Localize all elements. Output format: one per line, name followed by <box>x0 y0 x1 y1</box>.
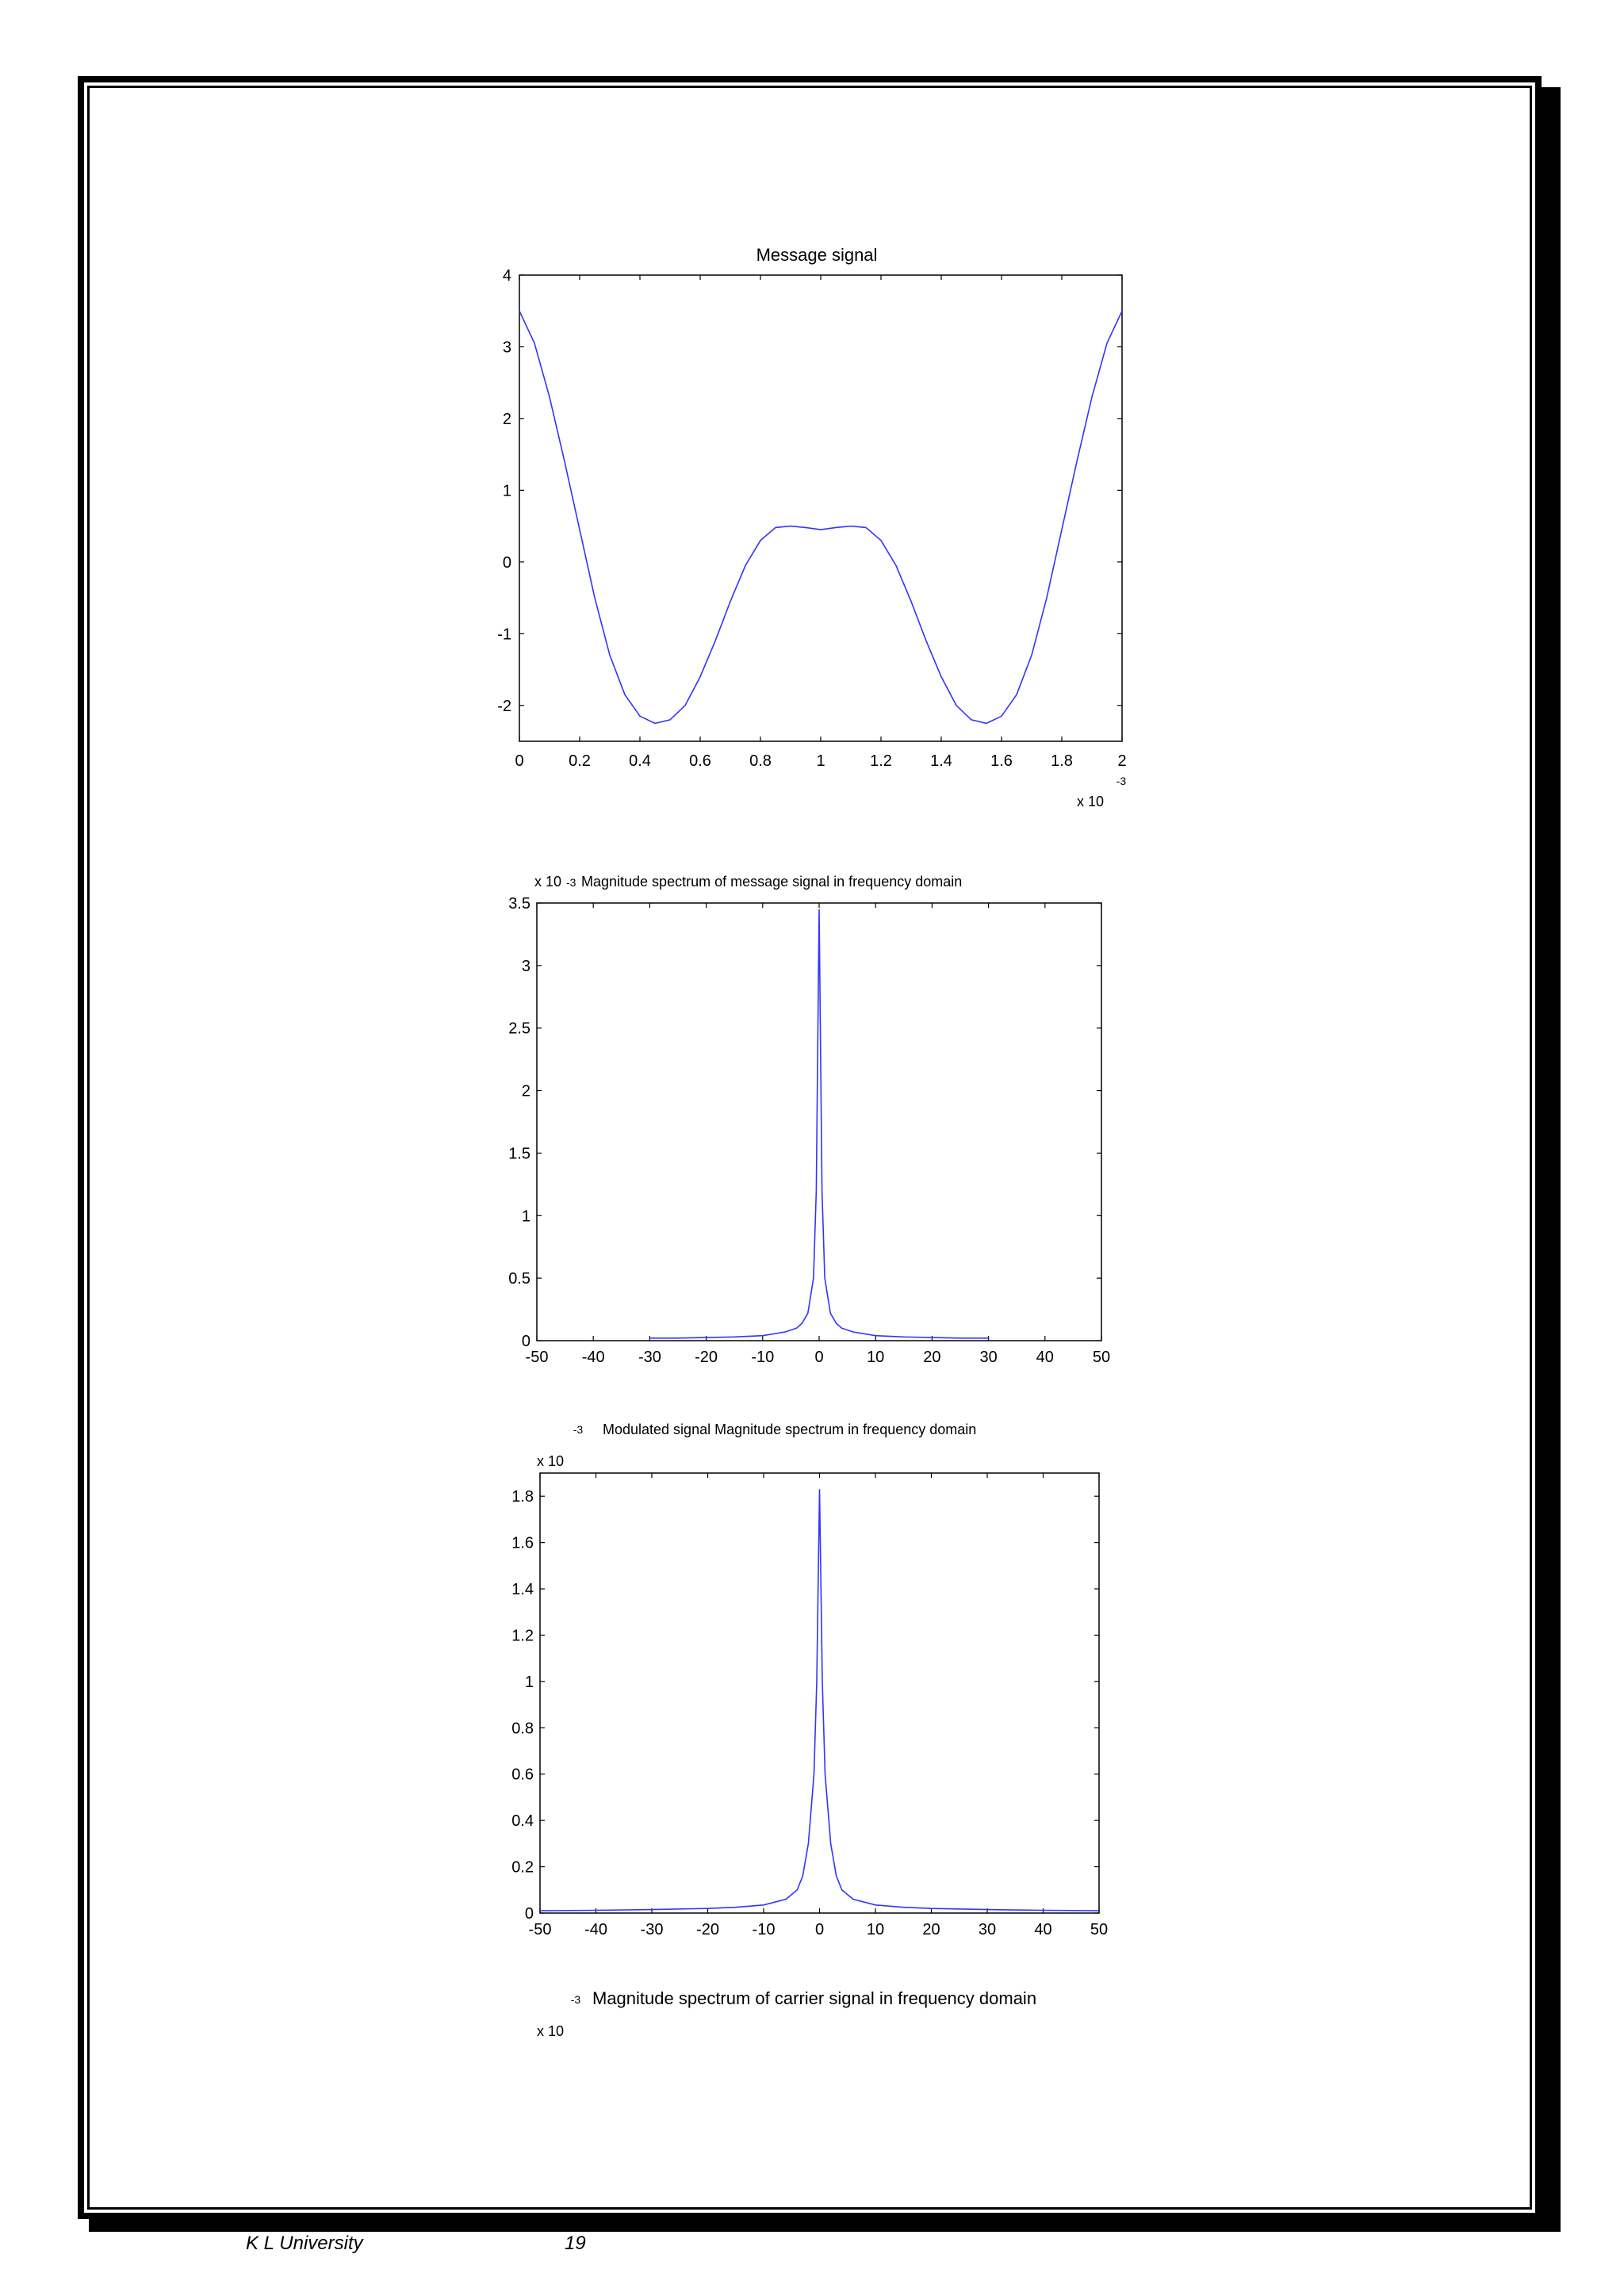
x-tick-label: 50 <box>1090 1921 1109 1938</box>
y-exponent: -3 <box>573 1423 584 1436</box>
tick-group <box>519 275 1122 741</box>
x-tick-label: 2 <box>1117 752 1127 770</box>
series-line <box>540 1489 1099 1911</box>
y-tick-label: 0.8 <box>511 1720 534 1738</box>
y-tick-label: 3.5 <box>508 895 530 913</box>
y-tick-label: 1.5 <box>508 1145 530 1163</box>
x-tick-labels <box>515 752 1126 770</box>
y-exponent: -3 <box>570 1993 581 2006</box>
x-tick-label: 1.8 <box>1051 752 1073 770</box>
x-tick-label: 10 <box>866 1921 885 1938</box>
x-tick-label: 20 <box>923 1349 941 1366</box>
x-tick-label: 1.6 <box>990 752 1013 770</box>
chart-title: Message signal <box>756 245 878 265</box>
series-line <box>519 311 1122 723</box>
y-tick-label: 2 <box>502 410 511 428</box>
chart-title: Modulated signal Magnitude spectrum in frequency domain <box>603 1422 977 1437</box>
x-tick-label: 40 <box>1034 1921 1052 1938</box>
x-tick-label: 1 <box>816 752 825 770</box>
chart-title: Magnitude spectrum of message signal in frequency domain <box>581 874 963 890</box>
x-tick-label: 50 <box>1092 1349 1111 1366</box>
x-tick-label: -50 <box>525 1349 549 1366</box>
chart-title: Magnitude spectrum of carrier signal in frequency domain <box>592 1988 1037 2008</box>
y-exponent-prefix: x 10 <box>537 2023 565 2039</box>
y-tick-label: 0 <box>524 1905 534 1923</box>
x-tick-label: -30 <box>638 1349 661 1366</box>
x-tick-label: -40 <box>584 1921 607 1938</box>
footer-university: K L University <box>246 2233 363 2254</box>
y-tick-labels <box>497 267 511 715</box>
x-tick-label: 30 <box>978 1921 997 1938</box>
y-tick-labels <box>511 1488 534 1923</box>
y-exponent: -3 <box>566 876 576 889</box>
y-tick-label: 2 <box>521 1082 530 1100</box>
x-exponent: -3 <box>1116 775 1127 787</box>
x-tick-label: 0 <box>814 1921 825 1938</box>
x-tick-label: 40 <box>1036 1349 1054 1366</box>
y-tick-label: 0.6 <box>511 1766 534 1784</box>
y-tick-label: -1 <box>497 626 511 644</box>
x-tick-label: 30 <box>979 1349 998 1366</box>
y-tick-label: 1.6 <box>511 1534 534 1552</box>
y-tick-label: 1 <box>524 1673 534 1691</box>
x-tick-label: -20 <box>696 1921 719 1938</box>
x-tick-label: -20 <box>695 1349 718 1366</box>
x-tick-label: 0 <box>515 752 524 770</box>
series-line <box>649 909 988 1338</box>
x-tick-label: 0.6 <box>689 752 711 770</box>
y-tick-label: 3 <box>502 339 511 357</box>
y-tick-label: -2 <box>497 697 511 715</box>
x-tick-label: -30 <box>640 1921 664 1938</box>
x-tick-label: -10 <box>751 1349 775 1366</box>
chart-message-signal <box>497 245 1126 809</box>
chart-message-spectrum <box>508 874 1110 1366</box>
tick-group <box>540 1473 1099 1913</box>
x-tick-label: 0.4 <box>629 752 651 770</box>
y-tick-labels <box>508 895 530 1350</box>
x-tick-label: 1.2 <box>870 752 892 770</box>
x-tick-label: 1.4 <box>930 752 952 770</box>
x-tick-label: -10 <box>752 1921 776 1938</box>
y-tick-label: 0.5 <box>508 1270 530 1288</box>
y-tick-label: 0 <box>502 553 511 572</box>
y-tick-label: 2.5 <box>508 1020 530 1038</box>
y-exponent-prefix: x 10 <box>537 1453 565 1469</box>
x-tick-label: 0 <box>814 1349 824 1366</box>
chart-modulated-spectrum <box>511 1422 1108 1938</box>
footer-page-number: 19 <box>565 2233 586 2254</box>
y-tick-label: 4 <box>502 267 511 285</box>
x-tick-label: 10 <box>867 1349 885 1366</box>
x-tick-label: 20 <box>922 1921 940 1938</box>
y-tick-label: 0.2 <box>511 1858 534 1877</box>
x-tick-label: 0.2 <box>569 752 591 770</box>
y-tick-label: 3 <box>521 957 530 975</box>
y-exponent-prefix: x 10 <box>534 874 562 890</box>
y-tick-label: 1 <box>521 1207 530 1226</box>
y-tick-label: 1 <box>502 482 511 500</box>
x-tick-label: -50 <box>528 1921 552 1938</box>
axes-frame <box>519 275 1122 741</box>
x-tick-label: 0.8 <box>749 752 772 770</box>
chart-carrier-spectrum <box>537 1988 1036 2039</box>
axes-frame <box>540 1473 1099 1913</box>
y-tick-label: 1.4 <box>511 1581 534 1599</box>
x-tick-label: -40 <box>581 1349 605 1366</box>
y-tick-label: 1.8 <box>511 1488 534 1506</box>
x-tick-labels <box>529 1921 1109 1938</box>
x-tick-labels <box>526 1349 1111 1366</box>
y-tick-label: 0 <box>521 1333 530 1350</box>
x-exponent-prefix: x 10 <box>1077 794 1105 809</box>
y-tick-label: 0.4 <box>511 1812 534 1831</box>
y-tick-label: 1.2 <box>511 1627 534 1645</box>
